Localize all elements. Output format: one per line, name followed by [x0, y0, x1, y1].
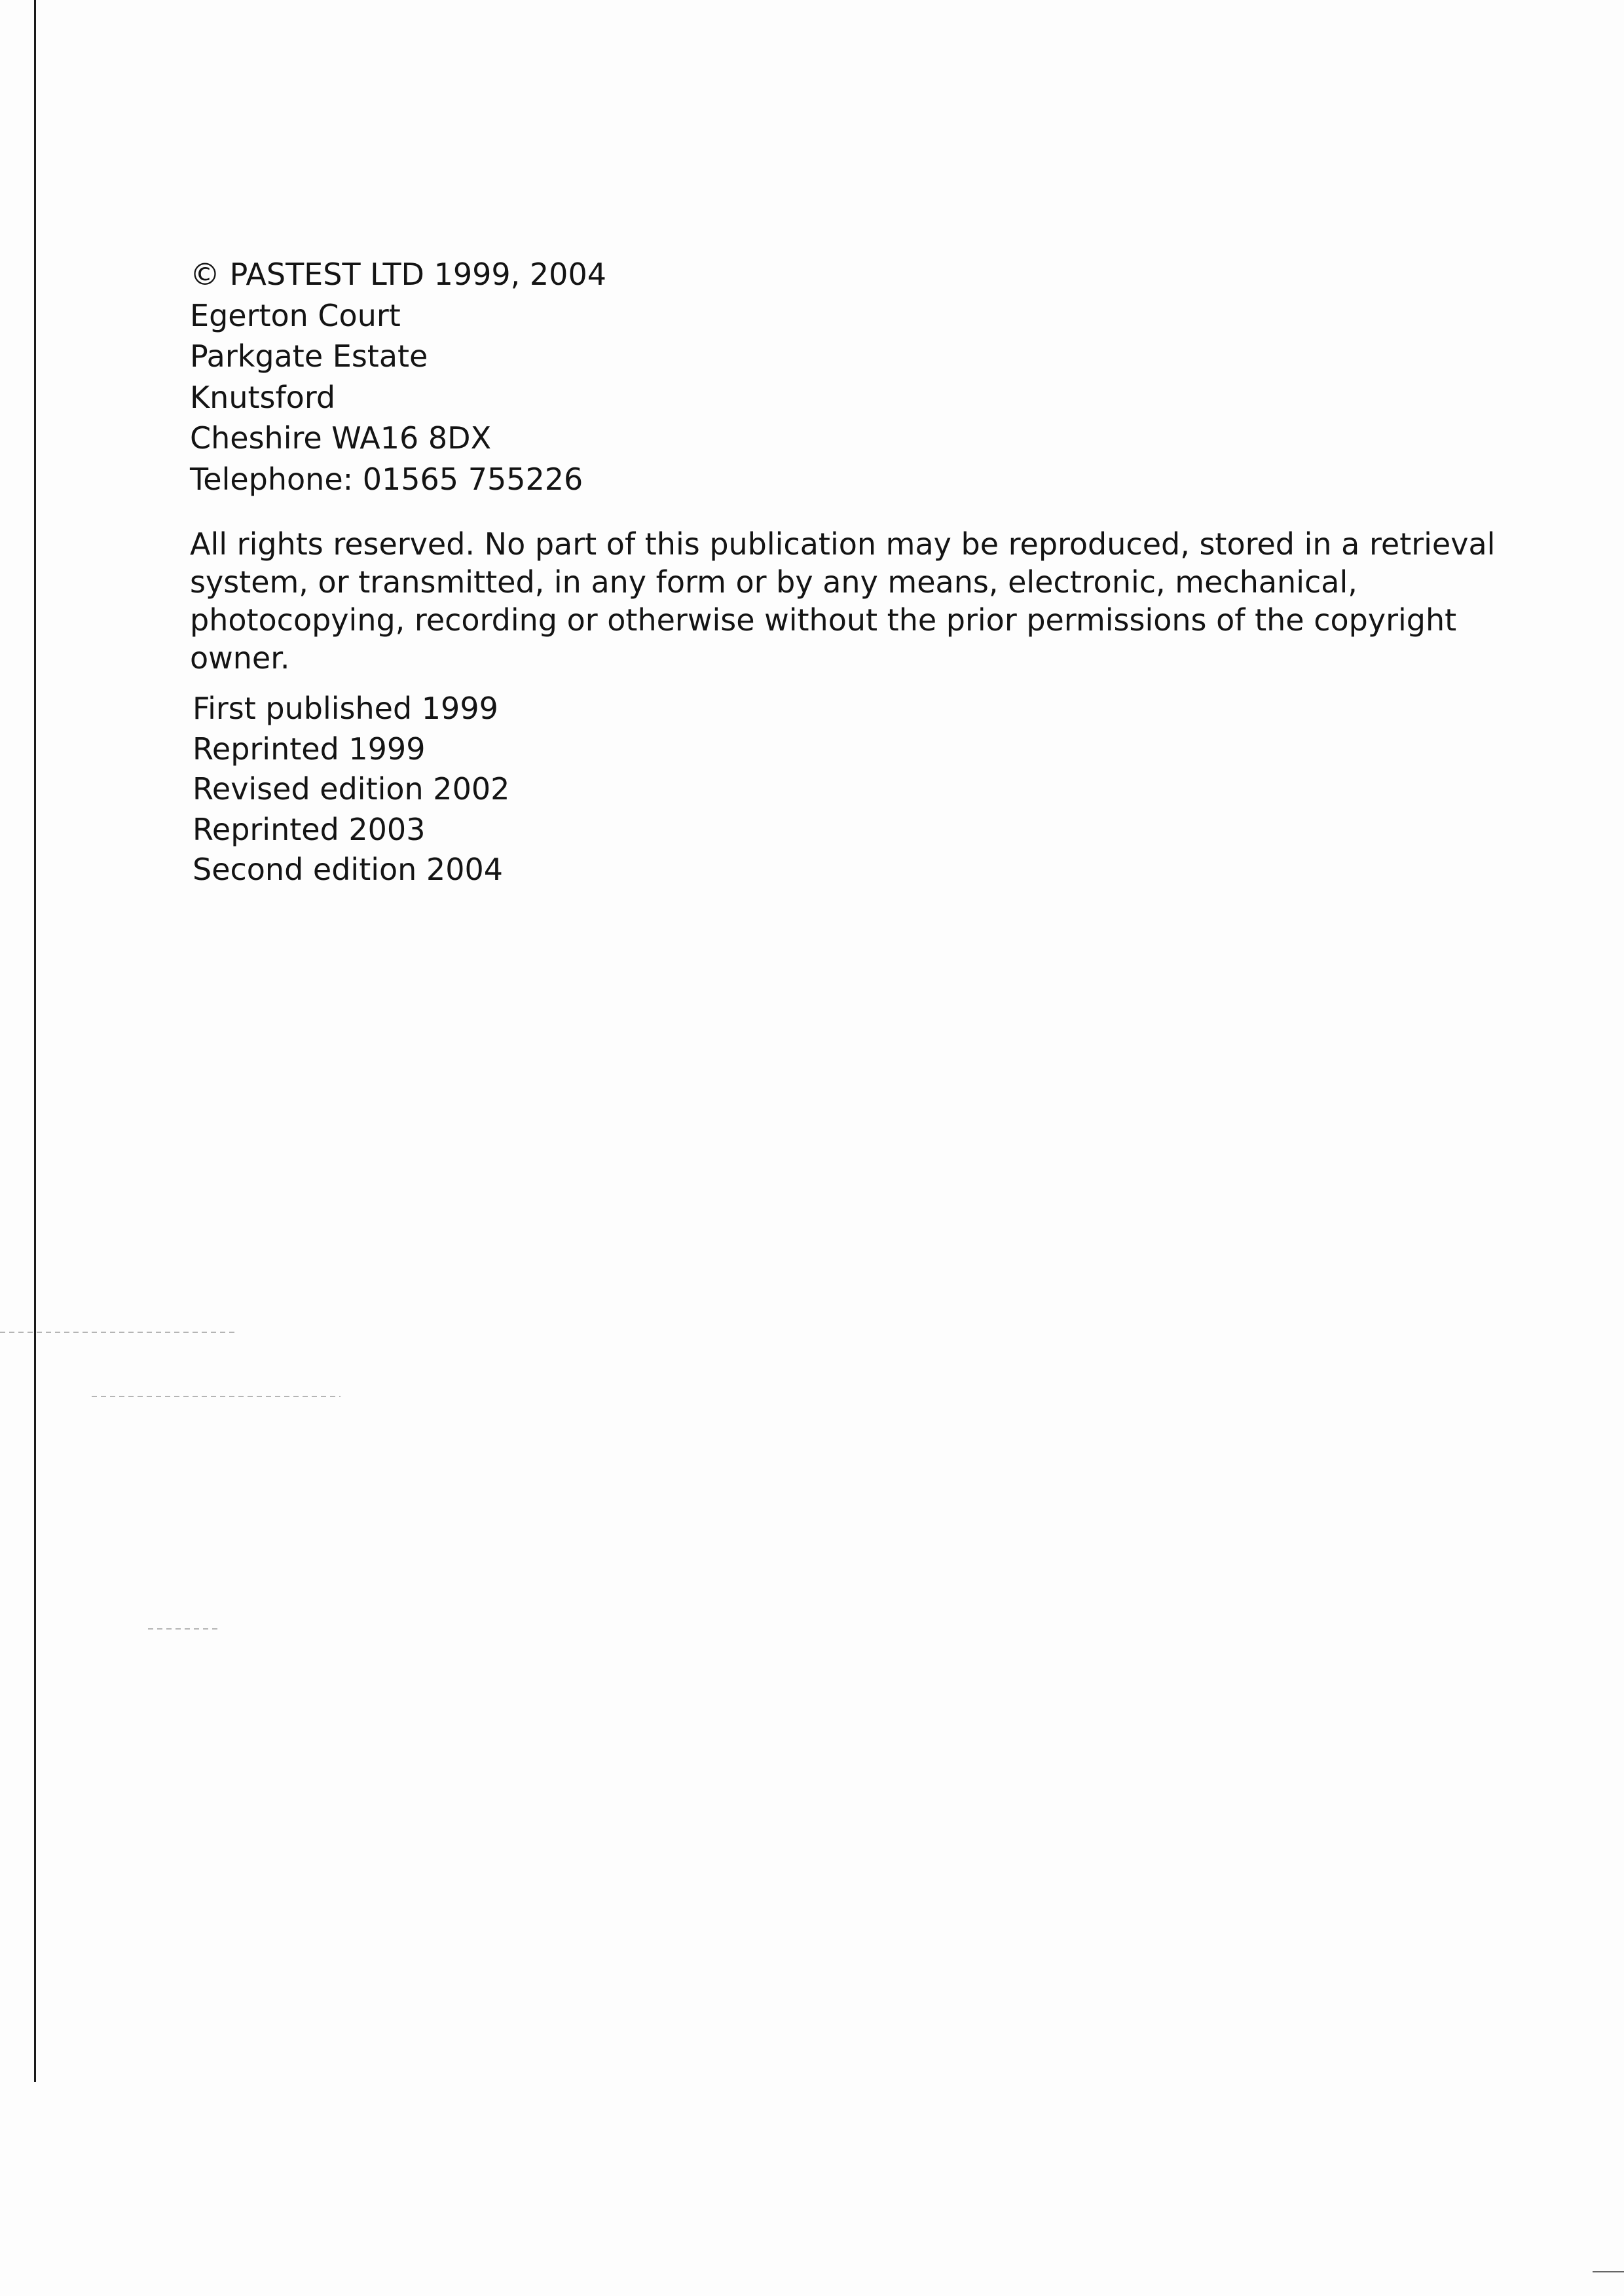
publication-history	[193, 689, 509, 890]
rights-statement	[190, 525, 1539, 677]
scan-artifact	[0, 1332, 236, 1333]
scan-artifact	[148, 1628, 220, 1630]
binding-edge-line	[34, 0, 36, 2082]
copyright-line: © PASTEST LTD 1999, 2004	[190, 257, 606, 292]
history-line: Second edition 2004	[193, 852, 503, 887]
history-line: Reprinted 2003	[193, 811, 426, 847]
scan-artifact	[1593, 2271, 1624, 2272]
history-line: Reprinted 1999	[193, 731, 426, 767]
address-line: Parkgate Estate	[190, 338, 428, 374]
address-line: Egerton Court	[190, 297, 401, 333]
address-line: Knutsford	[190, 379, 336, 415]
scan-artifact	[92, 1396, 341, 1397]
address-line: Cheshire WA16 8DX	[190, 420, 492, 456]
publisher-address	[190, 254, 606, 500]
telephone-line: Telephone: 01565 755226	[190, 461, 583, 497]
rights-text: All rights reserved. No part of this publication may be reproduced, stored in a retrieval system, or transmitted, in any form or by any means, electronic, mechanical, photocopying, recording or otherwise without the prior permissions of the copyright owner.	[190, 526, 1496, 676]
history-line: Revised edition 2002	[193, 771, 510, 807]
history-line: First published 1999	[193, 691, 498, 726]
